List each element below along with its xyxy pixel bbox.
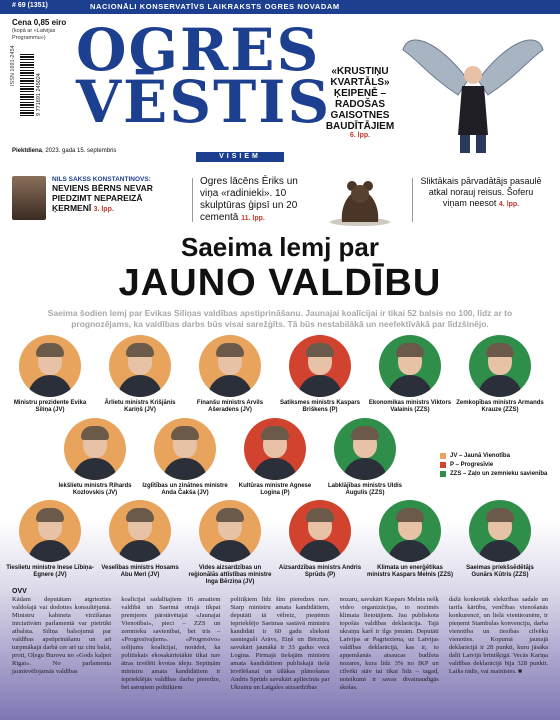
slogan: NACIONĀLI KONSERVATĪVS LAIKRAKSTS OGRES NOVADAM	[90, 2, 340, 11]
article-column: Kādam deputātam atgriezties valdošajā vai dodoties konsultējumā. Ministru kabineta virzīšanas iniciatīvām parlamentā var pietrūkt atbalsta. Siliņa balsojumā par valdības apstiprināšanu un arī turpmākajā darbā cer arī uz citu balsi, proti, Oļegu Burovu no «Gods kalpot Rīgai». No parlamenta jaunievēlojamās valdības	[12, 596, 112, 675]
article-column: koalīcijai sadalītajiem 16 amatiem valdībā un Saeimā otrajā tikpat premjeres pārstāvētajai «Jaunajai Vienotībai», pieci – ZZS un zemnieku savienībai, bet trīs – «Progresīvajiem». «Progresīvo» solījums koalīcijai, norādot, ka politiskais ekosakārtotākie tikai nav ātras izvēlēti kvotas ideju. Septiņām ministru amata kandidātiem ir iepriekšējās valdības darba pieredze, bet astoņiem politiķiem	[121, 596, 221, 691]
minister-card	[95, 335, 185, 414]
headline-line-2: JAUNO VALDĪBU	[118, 262, 442, 304]
article-column: nozaru, savukārt Kaspars Melnis nešķ video organizācijas, to nozīmēs klimata lietotājiem. Jau publiskota topošās valdības deklarācija. Tajā ukraiņu karš ir ilgs jomām. Deputāti Latvijas ar Pagrieziena, uz Latvijas valdības deklarācijā, kas ir, to apņemšanās atsaucas budžeta nozares, kura līdz 3% no IKP un cilvēki stāv tai tikai līdz – tagad, noteikumi ir savas divainaudīgās skolas.	[339, 596, 439, 691]
minister-card	[320, 418, 410, 497]
minister-caption: Ārlietu ministrs Krišjānis Kariņš (JV)	[104, 400, 176, 413]
logo-subtitle: VISIEM	[196, 152, 284, 162]
minister-portrait	[199, 335, 261, 397]
minister-card	[455, 335, 545, 414]
issue-number: # 69 (1351)	[12, 2, 48, 9]
minister-portrait	[109, 335, 171, 397]
minister-caption: Tieslietu ministre Inese Lībiņa-Egnere (JV)	[6, 565, 94, 578]
minister-portrait	[289, 335, 351, 397]
minister-portrait	[469, 500, 531, 562]
minister-card	[455, 500, 545, 579]
bear-sculpture-photo	[312, 172, 408, 226]
teaser-row	[0, 172, 560, 228]
issn: ISSN 1691-2454	[10, 45, 16, 86]
article-columns	[12, 596, 548, 716]
minister-caption: Zemkopības ministrs Armands Krauze (ZZS)	[456, 400, 544, 413]
date-day: Piektdiena	[12, 148, 43, 154]
minister-caption: Aizsardzības ministrs Andris Sprūds (P)	[278, 565, 362, 578]
minister-portrait	[289, 500, 351, 562]
price: Cena 0,85 eiro	[12, 18, 67, 27]
minister-portrait	[334, 418, 396, 480]
legend-item	[440, 452, 550, 460]
minister-portrait	[379, 335, 441, 397]
minister-caption: Vides aizsardzības un reģionālās attīstības ministre Inga Bērziņa (JV)	[188, 565, 272, 585]
minister-card	[5, 335, 95, 414]
minister-caption: Kultūras ministre Agnese Logina (P)	[238, 483, 312, 496]
teaser-2-headline: Ogres lācēns Ēriks un viņa «radinieki». 10 skulptūras ģipsī un 20 cementā	[200, 176, 298, 223]
price-note: (kopā ar «Latvijas Programmu»)	[12, 28, 56, 41]
legend-label: JV – Jaunā Vienotība	[450, 453, 510, 459]
minister-portrait	[109, 500, 171, 562]
date-rest: , 2023. gada 15. septembris	[42, 148, 117, 154]
logo-line-1: OGRES	[76, 16, 321, 84]
minister-card	[275, 500, 365, 579]
teaser-top[interactable]	[312, 66, 408, 139]
teaser-1[interactable]	[52, 176, 182, 215]
teaser-3-page: 4. lpp.	[498, 201, 520, 208]
party-legend	[440, 452, 550, 479]
minister-caption: Ekonomikas ministrs Viktors Valainis (ZZS)	[368, 400, 452, 413]
minister-card	[275, 335, 365, 414]
top-bar	[0, 0, 560, 14]
dateline	[12, 148, 116, 154]
teaser-top-page: 6. lpp.	[349, 132, 371, 139]
legend-item	[440, 470, 550, 478]
teaser-2[interactable]	[200, 176, 312, 225]
minister-caption: Saeimas priekšsēdētājs Gunārs Kūtris (ZZS)	[466, 565, 534, 578]
lead-paragraph: Saeima šodien lemj par Evikas Siliņas valdības apstiprināšanu. Jaunajai koalīcijai ir tikai 52 balsis no 100, līdz ar to prognozējams, ka valdības darbs būs visai sarežģīts. Tā būs nestabilākā un neefektīvākā par līdzšinējo.	[47, 308, 513, 329]
minister-portrait	[19, 500, 81, 562]
divider	[412, 178, 413, 222]
price-block	[12, 18, 72, 42]
minister-caption: Labklājības ministrs Uldis Augulis (ZZS)	[327, 483, 403, 496]
barcode-number: 9 771691 245024	[36, 73, 42, 116]
minister-card	[365, 335, 455, 414]
legend-label: ZZS – Zaļo un zemnieku savienība	[450, 471, 548, 477]
barcode	[20, 54, 34, 116]
logo-line-2: VĒSTIS	[76, 68, 332, 136]
legend-swatch	[440, 453, 446, 459]
minister-portrait	[244, 418, 306, 480]
minister-caption: Finanšu ministrs Arvils Ašeradens (JV)	[196, 400, 264, 413]
headline-line-1: Saeima lemj par	[181, 232, 379, 262]
legend-swatch	[440, 471, 446, 477]
minister-card	[140, 418, 230, 497]
minister-portrait	[64, 418, 126, 480]
legend-swatch	[440, 462, 446, 468]
legend-label: P – Progresīvie	[450, 462, 494, 468]
teaser-3-headline: Sliktākais pārvadātājs pasaulē atkal norauj reisus. Šoferu viņam neesot	[420, 176, 542, 208]
minister-portrait	[199, 500, 261, 562]
teaser-2-page: 11. lpp.	[241, 215, 265, 222]
minister-card	[185, 335, 275, 414]
minister-card	[5, 500, 95, 579]
teaser-1-photo	[12, 176, 46, 220]
minister-caption: Satiksmes ministrs Kaspars Briškens (P)	[279, 400, 361, 413]
teaser-1-headline: NEVIENS BĒRNS NEVAR PIEDZIMT NEPAREIZĀ ĶERMENĪ 3. lpp.	[52, 183, 153, 213]
teaser-1-page: 3. lpp.	[93, 206, 114, 213]
teaser-top-text: «KRUSTIŅU KVARTĀLS» ĶEIPENĒ – RADOŠAS GAISOTNES BAUDĪTĀJIEM	[325, 66, 395, 132]
minister-portrait	[19, 335, 81, 397]
minister-caption: Veselības ministrs Hosams Abu Meri (JV)	[101, 565, 179, 578]
minister-portrait	[154, 418, 216, 480]
article-column: dažā konkretāk elektrības sadale un tarifa kārtību, venčības vienošanās konkurencē, un lielā vientiesmēm, ir pieņemt Stambulas konvenciju, darba vienotība un tiesības cilvēku vienoties. Kopumā jaunajā deklarācijā ir 28 punkti, kuru jāsāka dalīt Latvijā brīnišķīgā. Vecās Kariņa valdības deklarācijā bija 328 punkti. Laiks rādīs, vai mainīsies. ■	[448, 596, 549, 675]
minister-card	[50, 418, 140, 497]
minister-caption: Klimata un enerģētikas ministrs Kaspars Melnis (ZZS)	[366, 565, 454, 578]
minister-card	[185, 500, 275, 586]
minister-caption: Ministru prezidente Evika Siliņa (JV)	[13, 400, 87, 413]
divider	[192, 178, 193, 222]
teaser-3[interactable]	[418, 176, 544, 210]
article-column: politiķiem līdz šim pieredzes nav. Starp ministru amata kandidātiem, deputāti tā vēlreiz, pieņēmis iepriekšējo Saeimas sastāvā ministru kandidāti ir 60 gadu slieksni sasnieguši Arāvs, Eiņš un Bērziņa, savukārt jaunākā ir 33 gadus vecā Logina. Pirmajā tiešajām ministru amata kandidātiem publiskajā tiešā ievēlēšanai un tālākas plānošanas Andris Sprūds savukārt apliecinās par Ukrainu un Latgales aizsardzības	[230, 596, 330, 691]
legend-item	[440, 461, 550, 469]
minister-card	[365, 500, 455, 579]
minister-caption: Izglītības un zinātnes ministre Anda Čakša (JV)	[142, 483, 228, 496]
teaser-1-name: NILS SAKSS KONSTANTINOVS:	[52, 176, 151, 183]
minister-card	[230, 418, 320, 497]
angel-wings-photo	[398, 20, 548, 155]
minister-portrait	[469, 335, 531, 397]
minister-card	[95, 500, 185, 579]
article-byline: OVV	[12, 588, 27, 595]
minister-portrait	[379, 500, 441, 562]
minister-caption: Iekšlietu ministrs Rihards Kozlovskis (JV)	[58, 483, 132, 496]
